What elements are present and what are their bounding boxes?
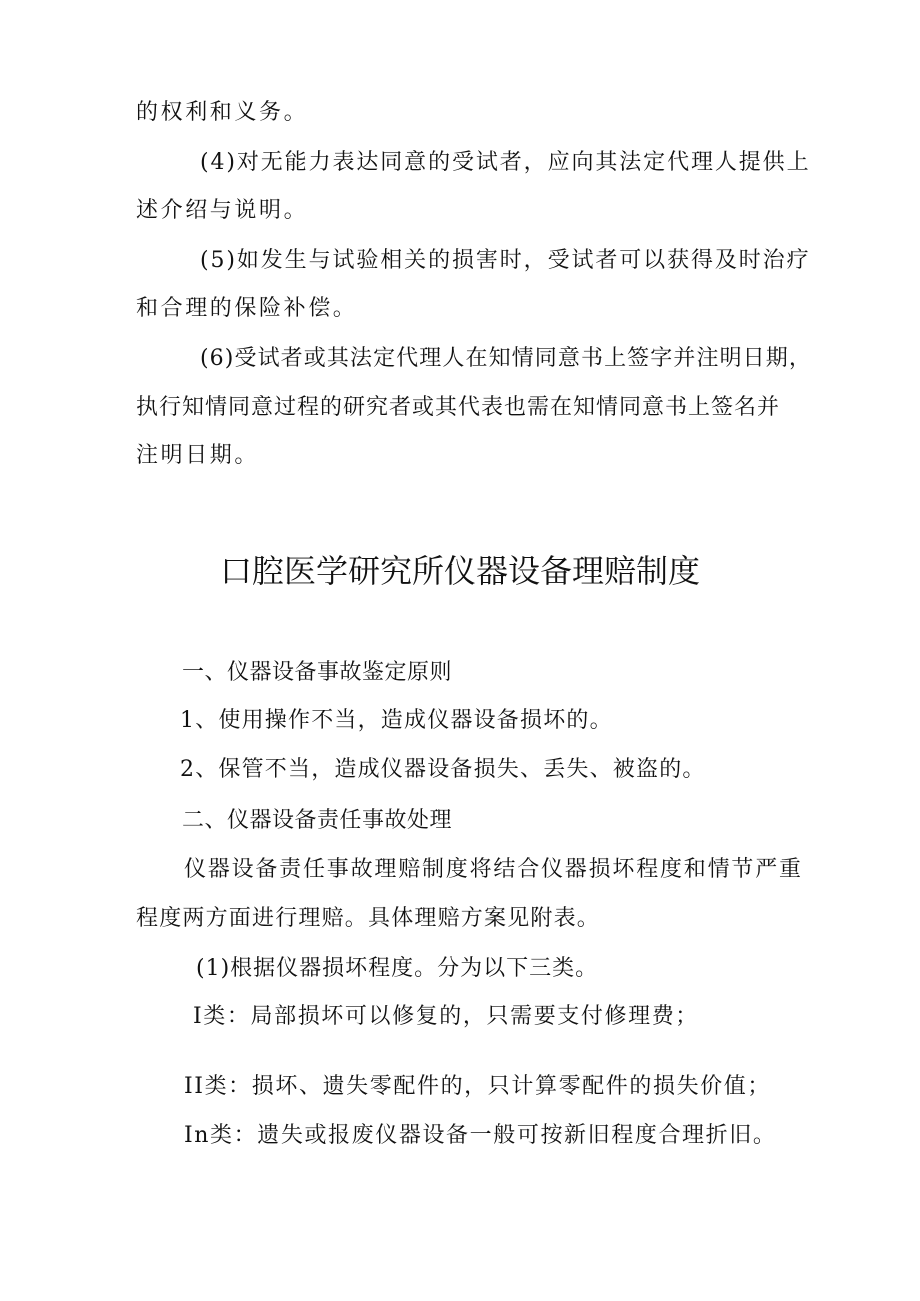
section-2-paragraph-line-2: 程度两方面进行理赔。具体理赔方案见附表。 (136, 906, 601, 931)
class-iii-line: In类：遗失或报废仪器设备一般可按新旧程度合理折旧。 (184, 1123, 777, 1148)
item-5-line-2: 和合理的保险补偿。 (136, 296, 358, 321)
section-2-sub-point: (1)根据仪器损坏程度。分为以下三类。 (196, 956, 599, 981)
item-4-line-2: 述介绍与说明。 (136, 198, 309, 223)
section-2-heading: 二、仪器设备责任事故处理 (182, 808, 453, 833)
item-6-line-3: 注明日期。 (136, 443, 260, 468)
class-ii-line: II类：损坏、遗失零配件的，只计算零配件的损失价值； (184, 1074, 771, 1099)
section-1-point-1: 1、使用操作不当，造成仪器设备损坏的。 (180, 708, 613, 733)
class-i-line: I类：局部损坏可以修复的，只需要支付修理费； (193, 1004, 699, 1029)
document-title: 口腔医学研究所仪器设备理赔制度 (219, 552, 700, 590)
item-5-line-1: (5)如发生与试验相关的损害时，受试者可以获得及时治疗 (200, 248, 811, 273)
item-4-line-1: (4)对无能力表达同意的受试者，应向其法定代理人提供上 (200, 150, 811, 175)
section-2-paragraph-line-1: 仪器设备责任事故理赔制度将结合仪器损坏程度和情节严重 (184, 857, 803, 882)
section-1-heading: 一、仪器设备事故鉴定原则 (182, 660, 453, 685)
item-6-line-1: (6)受试者或其法定代理人在知情同意书上签字并注明日期， (200, 346, 812, 371)
item-6-line-2: 执行知情同意过程的研究者或其代表也需在知情同意书上签名并 (136, 395, 781, 420)
section-1-point-2: 2、保管不当，造成仪器设备损失、丢失、被盗的。 (180, 757, 706, 782)
continuation-line: 的权利和义务。 (136, 100, 309, 125)
